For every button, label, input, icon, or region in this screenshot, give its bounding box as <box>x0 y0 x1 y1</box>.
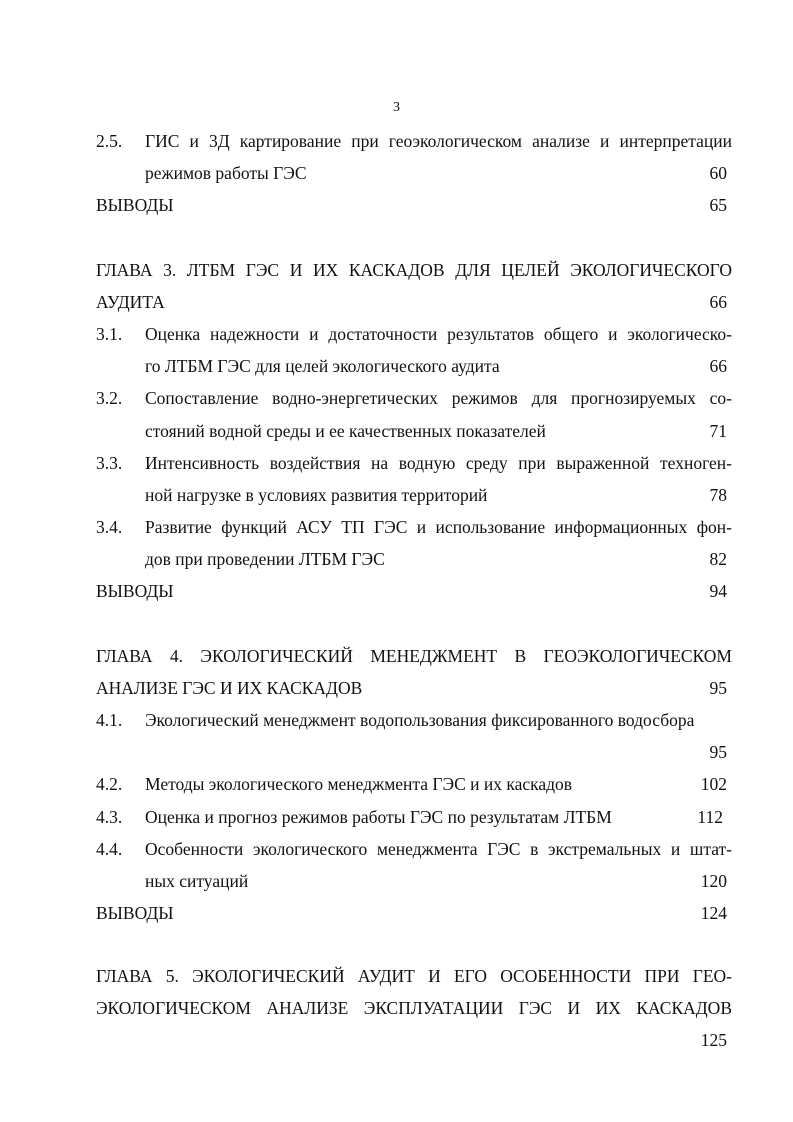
section-number: 3.3. <box>96 453 123 473</box>
section-page: 60 <box>709 163 727 183</box>
chapter-title-line1: ГЛАВА 5. ЭКОЛОГИЧЕСКИЙ АУДИТ И ЕГО ОСОБЕННОСТИ ПРИ ГЕО- <box>96 966 732 986</box>
section-number: 4.2. <box>96 774 123 794</box>
section-title-line2: го ЛТБМ ГЭС для целей экологического аудита <box>145 356 500 376</box>
section-title-line1: Интенсивность воздействия на водную среду при выраженной техноген- <box>145 453 732 473</box>
section-title-line1: Сопоставление водно-энергетических режимов для прогнозируемых со- <box>145 388 732 408</box>
section-page: 66 <box>709 356 727 376</box>
section-title-line2: режимов работы ГЭС <box>145 163 307 183</box>
section-title-line1: Особенности экологического менеджмента ГЭС в экстремальных и штат- <box>145 839 732 859</box>
section-page: 120 <box>700 871 727 891</box>
conclusions-page: 65 <box>709 195 727 215</box>
section-title-line2: дов при проведении ЛТБМ ГЭС <box>145 549 385 569</box>
section-title-line2: ных ситуаций <box>145 871 249 891</box>
section-number: 4.3. <box>96 807 123 827</box>
conclusions-page: 94 <box>709 581 727 601</box>
chapter-title-line1: ГЛАВА 4. ЭКОЛОГИЧЕСКИЙ МЕНЕДЖМЕНТ В ГЕОЭКОЛОГИЧЕСКОМ <box>96 646 732 666</box>
section-number: 3.4. <box>96 517 123 537</box>
section-number: 4.1. <box>96 710 123 730</box>
section-page: 71 <box>709 421 727 441</box>
section-page: 78 <box>709 485 727 505</box>
section-title-line2: стояний водной среды и ее качественных показателей <box>145 421 546 441</box>
section-title-line1: ГИС и 3Д картирование при геоэкологическом анализе и интерпретации <box>145 131 732 151</box>
section-title-line1: Оценка и прогноз режимов работы ГЭС по результатам ЛТБМ <box>145 807 612 827</box>
conclusions-label: ВЫВОДЫ <box>96 195 174 215</box>
conclusions-page: 124 <box>700 903 727 923</box>
section-page: 112 <box>697 807 723 827</box>
section-number: 4.4. <box>96 839 123 859</box>
section-number: 2.5. <box>96 131 123 151</box>
page-number: 3 <box>393 100 400 115</box>
chapter-page: 95 <box>709 678 727 698</box>
section-page: 95 <box>709 742 727 762</box>
chapter-title-line2: АУДИТА <box>96 292 165 312</box>
section-title-line2: ной нагрузке в условиях развития территорий <box>145 485 488 505</box>
section-title-line1: Оценка надежности и достаточности результатов общего и экологическо- <box>145 324 732 344</box>
chapter-title-line1: ГЛАВА 3. ЛТБМ ГЭС И ИХ КАСКАДОВ ДЛЯ ЦЕЛЕЙ ЭКОЛОГИЧЕСКОГО <box>96 260 732 280</box>
section-number: 3.1. <box>96 324 123 344</box>
section-title-line1: Экологический менеджмент водопользования фиксированного водосбора <box>145 710 695 730</box>
chapter-page: 125 <box>700 1030 727 1050</box>
section-number: 3.2. <box>96 388 123 408</box>
conclusions-label: ВЫВОДЫ <box>96 903 174 923</box>
chapter-title-line2: ЭКОЛОГИЧЕСКОМ АНАЛИЗЕ ЭКСПЛУАТАЦИИ ГЭС И ИХ КАСКАДОВ <box>96 998 732 1018</box>
section-page: 102 <box>700 774 727 794</box>
conclusions-label: ВЫВОДЫ <box>96 581 174 601</box>
chapter-title-line2: АНАЛИЗЕ ГЭС И ИХ КАСКАДОВ <box>96 678 363 698</box>
section-page: 82 <box>709 549 727 569</box>
section-title-line1: Развитие функций АСУ ТП ГЭС и использование информационных фон- <box>145 517 732 537</box>
section-title-line1: Методы экологического менеджмента ГЭС и их каскадов <box>145 774 573 794</box>
chapter-page: 66 <box>709 292 727 312</box>
